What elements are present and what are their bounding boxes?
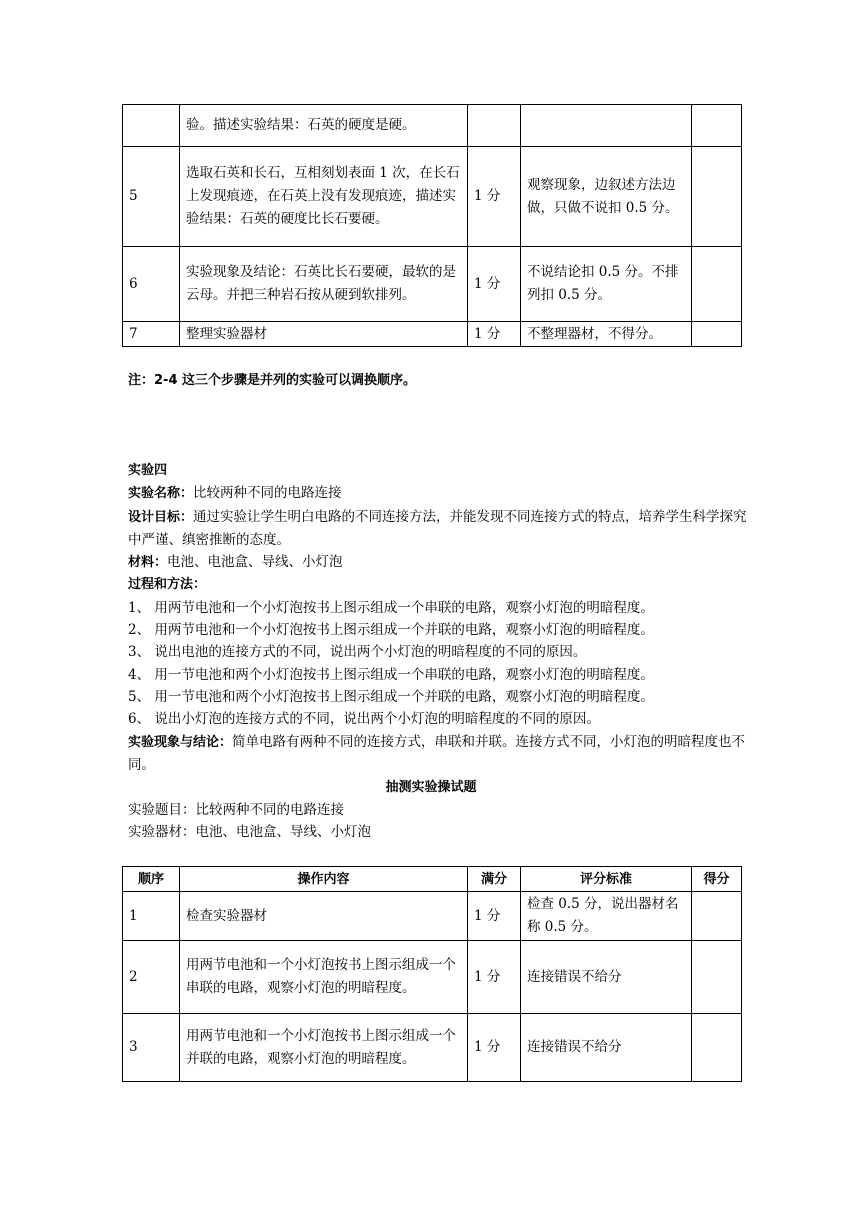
phenomenon-value: 简单电路有两种不同的连接方式，串联和并联。连接方式不同，小灯泡的明暗程度也不同。	[128, 733, 746, 773]
step-content: 验。描述实验结果：石英的硬度是硬。	[180, 105, 468, 147]
header-full-score: 满分	[468, 867, 521, 892]
step-got	[692, 247, 742, 322]
header-content: 操作内容	[180, 867, 468, 892]
step-number: 7	[123, 322, 180, 347]
process-step: 2、 用两节电池和一个小灯泡按书上图示组成一个并联的电路，观察小灯泡的明暗程度。	[128, 622, 654, 639]
table-header-row	[123, 867, 742, 892]
table-row	[123, 1014, 742, 1082]
test-equipment: 实验器材：电池、电池盒、导线、小灯泡	[128, 824, 371, 841]
phenomenon-label: 实验现象与结论：	[128, 734, 233, 750]
experiment-name-label: 实验名称：	[128, 486, 194, 502]
test-info	[128, 799, 748, 844]
process-step: 5、 用一节电池和两个小灯泡按书上图示组成一个并联的电路，观察小灯泡的明暗程度。	[128, 688, 654, 705]
step-number: 1	[123, 892, 180, 941]
table-row	[123, 941, 742, 1014]
step-score: 1 分	[468, 322, 521, 347]
step-score: 1 分	[468, 247, 521, 322]
design-goal-label: 设计目标：	[128, 509, 194, 525]
table-row	[123, 892, 742, 941]
table-row	[123, 105, 742, 147]
step-got	[692, 105, 742, 147]
table-row	[123, 147, 742, 247]
step-content: 检查实验器材	[180, 892, 468, 941]
step-criteria	[521, 105, 692, 147]
step-content: 选取石英和长石，互相刻划表面 1 次，在长石上发现痕迹，在石英上没有发现痕迹，描述实验结果：石英的硬度比长石要硬。	[180, 147, 468, 247]
sample-test-title: 抽测实验操试题	[385, 780, 477, 795]
experiment-name-value: 比较两种不同的电路连接	[193, 485, 342, 502]
step-score	[468, 105, 521, 147]
process-step: 6、 说出小灯泡的连接方式的不同，说出两个小灯泡的明暗程度的不同的原因。	[128, 711, 600, 728]
process-step: 1、 用两节电池和一个小灯泡按书上图示组成一个串联的电路，观察小灯泡的明暗程度。	[128, 599, 654, 616]
experiment-name	[128, 482, 748, 505]
step-criteria: 观察现象，边叙述方法边做，只做不说扣 0.5 分。	[521, 147, 692, 247]
experiment-heading: 实验四	[128, 463, 168, 478]
experiment-four-section	[128, 460, 748, 776]
design-goal-value: 通过实验让学生明白电路的不同连接方法，并能发现不同连接方式的特点，培养学生科学探究中严谨、缜密推断的态度。	[128, 508, 747, 548]
design-goal	[128, 506, 748, 552]
process-step: 4、 用一节电池和两个小灯泡按书上图示组成一个串联的电路，观察小灯泡的明暗程度。	[128, 666, 654, 683]
step-criteria: 连接错误不给分	[521, 941, 692, 1014]
step-got	[692, 322, 742, 347]
step-content: 用两节电池和一个小灯泡按书上图示组成一个并联的电路，观察小灯泡的明暗程度。	[180, 1014, 468, 1082]
header-criteria: 评分标准	[521, 867, 692, 892]
order-note: 注：2-4 这三个步骤是并列的实验可以调换顺序。	[128, 373, 417, 388]
scoring-table-continued	[122, 104, 742, 347]
step-number: 6	[123, 247, 180, 322]
test-topic: 实验题目：比较两种不同的电路连接	[128, 802, 344, 818]
step-score: 1 分	[468, 941, 521, 1014]
step-score: 1 分	[468, 147, 521, 247]
header-got: 得分	[692, 867, 742, 892]
step-got	[692, 892, 742, 941]
step-content: 整理实验器材	[180, 322, 468, 347]
materials-label: 材料：	[128, 555, 168, 571]
step-content: 实验现象及结论：石英比长石要硬，最软的是云母。并把三种岩石按从硬到软排列。	[180, 247, 468, 322]
process-step: 3、 说出电池的连接方式的不同，说出两个小灯泡的明暗程度的不同的原因。	[128, 644, 587, 661]
step-score: 1 分	[468, 1014, 521, 1082]
step-number: 2	[123, 941, 180, 1014]
table-row	[123, 247, 742, 322]
step-criteria: 检查 0.5 分，说出器材名称 0.5 分。	[521, 892, 692, 941]
header-order: 顺序	[123, 867, 180, 892]
materials	[128, 551, 748, 574]
table-row	[123, 322, 742, 347]
phenomenon-conclusion	[128, 731, 748, 777]
step-number	[123, 105, 180, 147]
step-score: 1 分	[468, 892, 521, 941]
step-content: 用两节电池和一个小灯泡按书上图示组成一个串联的电路，观察小灯泡的明暗程度。	[180, 941, 468, 1014]
step-got	[692, 147, 742, 247]
step-criteria: 不说结论扣 0.5 分。不排列扣 0.5 分。	[521, 247, 692, 322]
process-label: 过程和方法：	[128, 577, 207, 593]
step-number: 5	[123, 147, 180, 247]
step-number: 3	[123, 1014, 180, 1082]
scoring-table	[122, 866, 742, 1082]
step-criteria: 不整理器材，不得分。	[521, 322, 692, 347]
step-got	[692, 941, 742, 1014]
step-got	[692, 1014, 742, 1082]
step-criteria: 连接错误不给分	[521, 1014, 692, 1082]
materials-value: 电池、电池盒、导线、小灯泡	[167, 554, 343, 571]
